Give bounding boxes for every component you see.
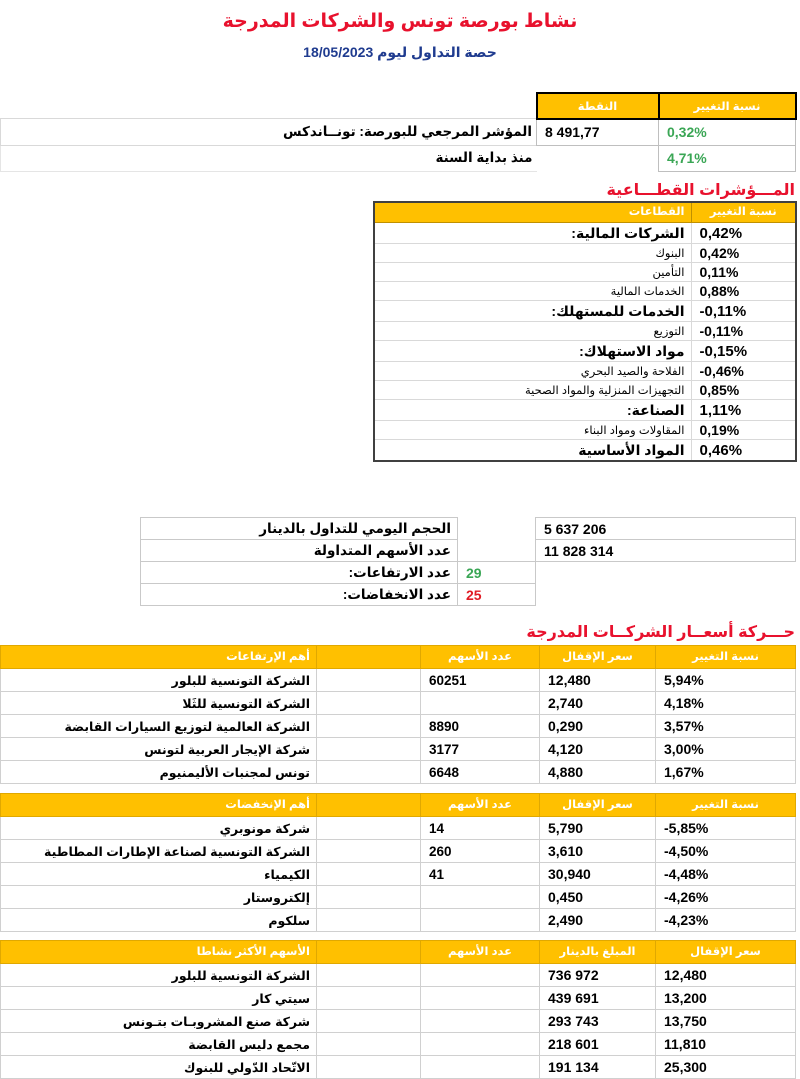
active-header-row [1, 941, 796, 964]
volume-count-0 [458, 518, 536, 540]
volume-value-0: 5 637 206 [536, 518, 796, 540]
table-row [374, 282, 796, 301]
table-row [1, 119, 796, 146]
index-header-points: النقطة [537, 93, 659, 119]
table-row [1, 669, 796, 692]
active-shares-4 [421, 1056, 540, 1079]
loser-spacer-0 [317, 817, 421, 840]
loser-name-4: سلكوم [1, 909, 317, 932]
active-spacer-2 [317, 1010, 421, 1033]
table-row [1, 863, 796, 886]
active-shares-2 [421, 1010, 540, 1033]
volume-value-1: 11 828 314 [536, 540, 796, 562]
active-name-1: سيتي كار [1, 987, 317, 1010]
active-shares-1 [421, 987, 540, 1010]
active-header-close-price: سعر الإقفال [656, 941, 796, 964]
active-header-spacer [317, 941, 421, 964]
gainer-name-1: الشركة التونسية للثَلا [1, 692, 317, 715]
sector-header-change-pct: نسبة التغيير [691, 202, 796, 223]
gainers-header-spacer [317, 646, 421, 669]
loser-shares-1: 260 [421, 840, 540, 863]
gainer-shares-2: 8890 [421, 715, 540, 738]
table-row [1, 738, 796, 761]
table-row [1, 1056, 796, 1079]
loser-shares-4 [421, 909, 540, 932]
table-row [1, 692, 796, 715]
table-row [1, 145, 796, 171]
gainers-header-name: أهم الإرتفاعات [1, 646, 317, 669]
loser-change_pct-0: -5,85% [656, 817, 796, 840]
index-change-pct-1: 4,71% [659, 145, 796, 171]
table-row [1, 817, 796, 840]
active-spacer-1 [317, 987, 421, 1010]
table-row [1, 1033, 796, 1056]
index-label-1: منذ بداية السنة [1, 145, 537, 171]
table-row [141, 584, 796, 606]
active-spacer-3 [317, 1033, 421, 1056]
gainer-shares-3: 3177 [421, 738, 540, 761]
prices-section-title: حـــركة أسعــار الشركــات المدرجة [526, 624, 795, 641]
gainer-spacer-3 [317, 738, 421, 761]
table-row [141, 518, 796, 540]
gainers-header-shares: عدد الأسهم [421, 646, 540, 669]
gainer-shares-0: 60251 [421, 669, 540, 692]
active-header-amount-dinar: المبلغ بالدينار [540, 941, 656, 964]
losers-header-row [1, 794, 796, 817]
sector-name-8: التجهيزات المنزلية والمواد الصحية [374, 381, 691, 400]
sector-name-6: مواد الاستهلاك: [374, 341, 691, 362]
active-name-2: شركة صنع المشروبـات بتـونس [1, 1010, 317, 1033]
loser-close_price-1: 3,610 [540, 840, 656, 863]
sector-change-pct-6: -0,15% [691, 341, 796, 362]
index-label-0: المؤشر المرجعي للبورصة: تونــاندكس [1, 119, 537, 146]
table-row [141, 562, 796, 584]
loser-spacer-1 [317, 840, 421, 863]
table-row [1, 909, 796, 932]
loser-name-0: شركة مونوبري [1, 817, 317, 840]
sector-name-5: التوزيع [374, 322, 691, 341]
sector-change-pct-7: -0,46% [691, 362, 796, 381]
loser-close_price-4: 2,490 [540, 909, 656, 932]
loser-change_pct-1: -4,50% [656, 840, 796, 863]
sector-change-pct-4: -0,11% [691, 301, 796, 322]
table-row [374, 440, 796, 462]
index-header-change-pct: نسبة التغيير [659, 93, 796, 119]
losers-header-close-price: سعر الإقفال [540, 794, 656, 817]
top-gainers-table [0, 645, 796, 784]
loser-shares-0: 14 [421, 817, 540, 840]
gainer-close_price-0: 12,480 [540, 669, 656, 692]
gainer-close_price-4: 4,880 [540, 761, 656, 784]
active-amount_dinar-3: 218 601 [540, 1033, 656, 1056]
table-row [374, 322, 796, 341]
losers-header-name: أهم الإنخفضات [1, 794, 317, 817]
sector-change-pct-9: 1,11% [691, 400, 796, 421]
gainers-header-row [1, 646, 796, 669]
active-close_price-1: 13,200 [656, 987, 796, 1010]
losers-header-shares: عدد الأسهم [421, 794, 540, 817]
gainers-header-change-pct: نسبة التغيير [656, 646, 796, 669]
table-row [374, 381, 796, 400]
table-row [374, 421, 796, 440]
active-header-shares: عدد الأسهم [421, 941, 540, 964]
gainer-close_price-3: 4,120 [540, 738, 656, 761]
top-losers-table [0, 793, 796, 932]
sector-name-11: المواد الأساسية [374, 440, 691, 462]
active-close_price-4: 25,300 [656, 1056, 796, 1079]
sector-name-2: التأمين [374, 263, 691, 282]
volume-label-3: عدد الانخفاضات: [141, 584, 458, 606]
gainer-shares-4: 6648 [421, 761, 540, 784]
index-header-row [1, 93, 796, 119]
most-active-stocks-table [0, 940, 796, 1079]
gainer-spacer-4 [317, 761, 421, 784]
table-row [374, 244, 796, 263]
sector-indices-table [373, 201, 797, 462]
loser-shares-3 [421, 886, 540, 909]
loser-spacer-3 [317, 886, 421, 909]
active-close_price-3: 11,810 [656, 1033, 796, 1056]
sector-change-pct-10: 0,19% [691, 421, 796, 440]
index-points-1 [537, 145, 659, 171]
sector-name-3: الخدمات المالية [374, 282, 691, 301]
gainer-name-0: الشركة التونسية للبلور [1, 669, 317, 692]
loser-change_pct-3: -4,26% [656, 886, 796, 909]
gainer-change_pct-2: 3,57% [656, 715, 796, 738]
volume-label-1: عدد الأسهم المتداولة [141, 540, 458, 562]
table-row [1, 1010, 796, 1033]
loser-change_pct-4: -4,23% [656, 909, 796, 932]
loser-name-3: إلكتروستار [1, 886, 317, 909]
active-shares-0 [421, 964, 540, 987]
losers-header-change-pct: نسبة التغيير [656, 794, 796, 817]
gainer-name-2: الشركة العالمية لتوزيع السيارات القابضة [1, 715, 317, 738]
table-row [141, 540, 796, 562]
table-row [374, 301, 796, 322]
sector-name-1: البنوك [374, 244, 691, 263]
gainer-name-4: تونس لمجنبات الأليمنيوم [1, 761, 317, 784]
sector-change-pct-8: 0,85% [691, 381, 796, 400]
table-row [374, 263, 796, 282]
sector-change-pct-1: 0,42% [691, 244, 796, 263]
active-amount_dinar-2: 293 743 [540, 1010, 656, 1033]
table-row [1, 964, 796, 987]
sector-change-pct-2: 0,11% [691, 263, 796, 282]
gainer-name-3: شركة الإيجار العربية لتونس [1, 738, 317, 761]
gainer-spacer-1 [317, 692, 421, 715]
volume-value-2 [536, 562, 796, 584]
gainer-change_pct-3: 3,00% [656, 738, 796, 761]
page-title: نشاط بورصة تونس والشركات المدرجة [222, 11, 578, 32]
loser-spacer-4 [317, 909, 421, 932]
table-row [374, 223, 796, 244]
loser-change_pct-2: -4,48% [656, 863, 796, 886]
market-volume-table [140, 517, 796, 606]
loser-name-2: الكيمياء [1, 863, 317, 886]
sector-name-0: الشركات المالية: [374, 223, 691, 244]
sector-change-pct-3: 0,88% [691, 282, 796, 301]
gainer-spacer-0 [317, 669, 421, 692]
trading-session-date: حصة التداول ليوم 18/05/2023 [303, 44, 497, 60]
table-row [1, 987, 796, 1010]
gainer-close_price-1: 2,740 [540, 692, 656, 715]
index-points-0: 8 491,77 [537, 119, 659, 146]
loser-close_price-3: 0,450 [540, 886, 656, 909]
index-change-pct-0: 0,32% [659, 119, 796, 146]
gainer-spacer-2 [317, 715, 421, 738]
active-amount_dinar-0: 736 972 [540, 964, 656, 987]
table-row [1, 840, 796, 863]
index-header-spacer [1, 93, 537, 119]
gainer-change_pct-0: 5,94% [656, 669, 796, 692]
losers-header-spacer [317, 794, 421, 817]
volume-count-2: 29 [458, 562, 536, 584]
table-row [1, 886, 796, 909]
table-row [374, 400, 796, 421]
sector-name-10: المقاولات ومواد البناء [374, 421, 691, 440]
gainer-change_pct-4: 1,67% [656, 761, 796, 784]
table-row [374, 341, 796, 362]
active-spacer-4 [317, 1056, 421, 1079]
reference-index-table [0, 92, 797, 172]
loser-shares-2: 41 [421, 863, 540, 886]
gainer-shares-1 [421, 692, 540, 715]
loser-close_price-0: 5,790 [540, 817, 656, 840]
sector-name-4: الخدمات للمستهلك: [374, 301, 691, 322]
sector-header-sectors: القطاعات [374, 202, 691, 223]
sector-section-title: المـــؤشرات القطـــاعية [606, 182, 795, 199]
active-amount_dinar-1: 439 691 [540, 987, 656, 1010]
volume-value-3 [536, 584, 796, 606]
loser-spacer-2 [317, 863, 421, 886]
volume-count-1 [458, 540, 536, 562]
volume-label-2: عدد الارتفاعات: [141, 562, 458, 584]
sector-name-7: الفلاحة والصيد البحري [374, 362, 691, 381]
loser-name-1: الشركة التونسية لصناعة الإطارات المطاطية [1, 840, 317, 863]
table-row [1, 761, 796, 784]
volume-label-0: الحجم اليومي للتداول بالدينار [141, 518, 458, 540]
volume-count-3: 25 [458, 584, 536, 606]
active-shares-3 [421, 1033, 540, 1056]
gainers-header-close-price: سعر الإقفال [540, 646, 656, 669]
active-close_price-2: 13,750 [656, 1010, 796, 1033]
sector-change-pct-11: 0,46% [691, 440, 796, 462]
sector-name-9: الصناعة: [374, 400, 691, 421]
active-name-4: الاتّحاد الدّولي للبنوك [1, 1056, 317, 1079]
active-close_price-0: 12,480 [656, 964, 796, 987]
sector-change-pct-0: 0,42% [691, 223, 796, 244]
gainer-close_price-2: 0,290 [540, 715, 656, 738]
active-header-name: الأسهم الأكثر نشاطا [1, 941, 317, 964]
gainer-change_pct-1: 4,18% [656, 692, 796, 715]
active-amount_dinar-4: 191 134 [540, 1056, 656, 1079]
active-name-3: مجمع دليس القابضة [1, 1033, 317, 1056]
sector-change-pct-5: -0,11% [691, 322, 796, 341]
table-row [374, 362, 796, 381]
sector-header-row [374, 202, 796, 223]
active-name-0: الشركة التونسية للبلور [1, 964, 317, 987]
table-row [1, 715, 796, 738]
active-spacer-0 [317, 964, 421, 987]
loser-close_price-2: 30,940 [540, 863, 656, 886]
